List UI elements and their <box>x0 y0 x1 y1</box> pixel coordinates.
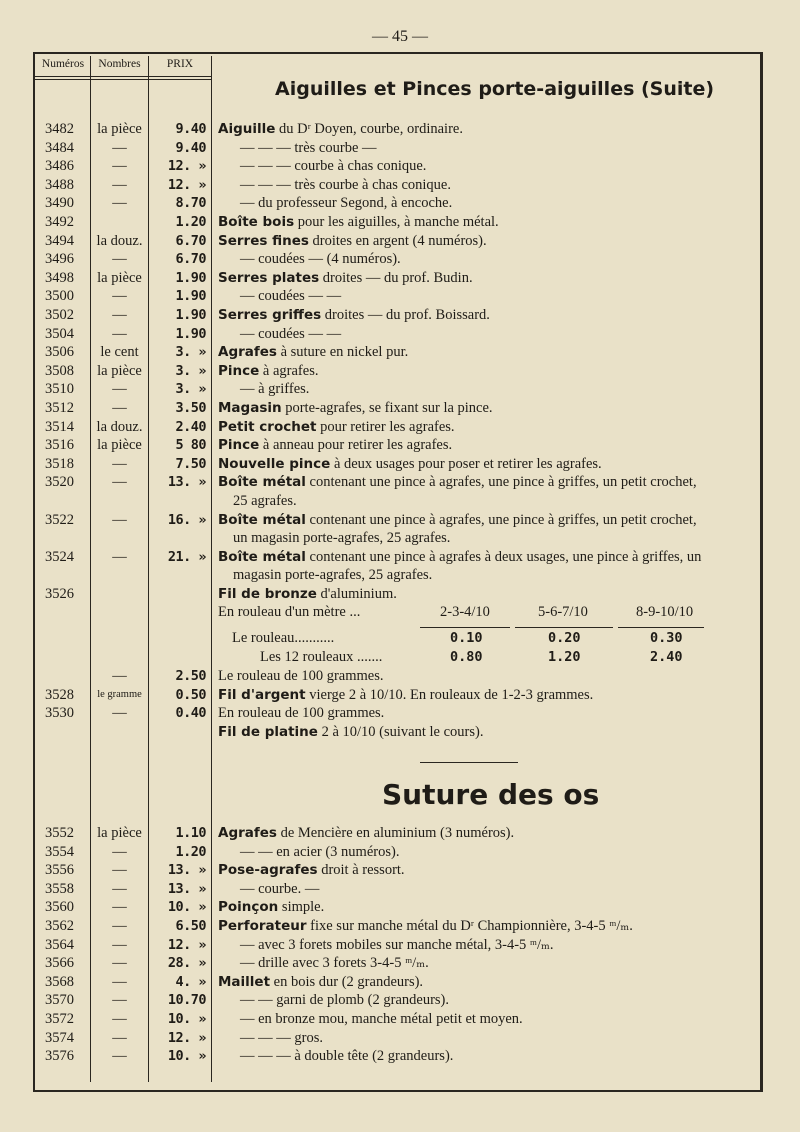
wire-price: 1.20 <box>548 649 581 665</box>
item-description: En rouleau de 100 grammes. <box>218 705 385 722</box>
item-description: — coudées — — <box>240 288 342 305</box>
item-quantity: — <box>112 139 127 156</box>
item-description: 25 agrafes. <box>233 493 297 509</box>
catalog-row <box>0 436 800 454</box>
item-description: Aiguille du Dʳ Doyen, courbe, ordinaire. <box>218 121 463 137</box>
item-price: 12. » <box>167 936 206 953</box>
item-price: 2.50 <box>175 668 206 684</box>
item-description: — — — à double tête (2 grandeurs). <box>240 1048 454 1065</box>
item-number: 3484 <box>45 139 74 156</box>
catalog-row <box>0 492 800 510</box>
header-rule <box>35 79 211 80</box>
item-price: 10. » <box>167 1048 206 1065</box>
item-description: — du professeur Segond, à encoche. <box>240 195 453 212</box>
item-quantity: — <box>112 955 127 972</box>
item-description: Le rouleau de 100 grammes. <box>218 668 384 684</box>
catalog-row <box>0 176 800 194</box>
catalog-row <box>0 399 800 417</box>
catalog-row <box>0 157 800 175</box>
catalog-row <box>0 473 800 491</box>
item-number: 3488 <box>45 176 74 193</box>
catalog-row <box>0 287 800 305</box>
wire-table-intro: En rouleau d'un mètre ... <box>218 604 361 620</box>
item-number: 3564 <box>45 936 74 953</box>
item-price: 0.40 <box>175 705 206 722</box>
item-quantity: — <box>112 176 127 193</box>
column-header-nombres: Nombres <box>98 58 141 70</box>
item-description: Agrafes à suture en nickel pur. <box>218 344 409 361</box>
item-number: 3522 <box>45 511 74 528</box>
catalog-row <box>0 120 800 138</box>
wire-price: 2.40 <box>650 649 683 665</box>
header-rule <box>35 76 211 77</box>
wire-price: 0.10 <box>450 630 483 646</box>
item-number: 3568 <box>45 973 74 990</box>
catalog-row <box>0 232 800 250</box>
wire-row-label: Les 12 rouleaux ....... <box>260 649 383 665</box>
catalog-row <box>0 954 800 972</box>
item-number: 3506 <box>45 344 74 361</box>
item-quantity: — <box>112 973 127 990</box>
catalog-row <box>0 1010 800 1028</box>
catalog-row <box>0 936 800 954</box>
section-divider <box>420 762 518 763</box>
item-description: Pince à agrafes. <box>218 362 319 379</box>
item-price: 1.90 <box>175 325 206 342</box>
item-description: Serres fines droites en argent (4 numéros). <box>218 232 487 249</box>
wire-size-3: 8-9-10/10 <box>636 604 694 620</box>
catalog-row <box>0 306 800 324</box>
item-number: 3494 <box>45 232 74 249</box>
item-description: — — garni de plomb (2 grandeurs). <box>240 992 449 1009</box>
catalog-row <box>0 548 800 566</box>
item-description: Magasin porte-agrafes, se fixant sur la pince. <box>218 400 493 416</box>
item-number: 3558 <box>45 880 74 897</box>
catalog-row <box>0 380 800 398</box>
item-number: 3518 <box>45 455 74 472</box>
item-price: 3. » <box>175 344 206 361</box>
item-number: 3530 <box>45 705 74 722</box>
item-price: 13. » <box>167 474 206 491</box>
item-price: 6.50 <box>175 918 206 934</box>
item-description: Pince à anneau pour retirer les agrafes. <box>218 437 453 454</box>
item-number: 3524 <box>45 548 74 565</box>
item-quantity: le cent <box>100 344 139 361</box>
item-description: Pose-agrafes droit à ressort. <box>218 862 405 879</box>
catalog-row <box>0 194 800 212</box>
section-title-aiguilles: Aiguilles et Pinces porte-aiguilles (Suite) <box>275 78 715 100</box>
catalog-row <box>0 139 800 157</box>
item-quantity: — <box>112 288 127 305</box>
item-price: 28. » <box>167 955 206 972</box>
item-quantity: — <box>112 325 127 342</box>
item-price: 9.40 <box>175 139 206 156</box>
item-number: 3512 <box>45 400 74 416</box>
item-quantity: — <box>112 992 127 1009</box>
item-description: Petit crochet pour retirer les agrafes. <box>218 418 455 435</box>
catalog-row <box>0 269 800 287</box>
item-quantity: — <box>112 1011 127 1027</box>
catalog-row <box>0 213 800 231</box>
item-number: 3486 <box>45 158 74 175</box>
item-price: 12. » <box>167 176 206 193</box>
item-price: 13. » <box>167 862 206 879</box>
item-description: Serres plates droites — du prof. Budin. <box>218 269 473 286</box>
item-quantity: la pièce <box>97 437 142 454</box>
catalog-row <box>0 704 800 722</box>
catalog-row <box>0 824 800 842</box>
item-price: 12. » <box>167 1029 206 1046</box>
catalog-row <box>0 667 800 685</box>
item-description: Boîte métal contenant une pince à agrafes à deux usages, une pince à griffes, un <box>218 548 702 565</box>
catalog-row <box>0 566 800 584</box>
item-quantity: — <box>112 400 127 416</box>
item-description: un magasin porte-agrafes, 25 agrafes. <box>233 530 451 547</box>
item-number: 3496 <box>45 251 74 268</box>
item-description: Agrafes de Mencière en aluminium (3 numéros). <box>218 825 515 841</box>
item-quantity: — <box>112 843 127 860</box>
item-description: — — — courbe à chas conique. <box>240 158 427 175</box>
item-quantity: — <box>112 1048 127 1065</box>
item-quantity: — <box>112 158 127 175</box>
item-quantity: — <box>112 474 127 491</box>
item-description: — — — gros. <box>240 1029 323 1046</box>
item-description: — — — très courbe — <box>240 139 377 156</box>
item-number: 3498 <box>45 269 74 286</box>
catalog-row <box>0 529 800 547</box>
catalog-row <box>0 343 800 361</box>
item-quantity: la douz. <box>96 232 143 249</box>
item-description: Boîte métal contenant une pince à agrafes, une pince à griffes, un petit crochet, <box>218 474 697 491</box>
item-description: Poinçon simple. <box>218 899 325 916</box>
wire-size-2: 5-6-7/10 <box>538 604 588 620</box>
item-description: Fil d'argent vierge 2 à 10/10. En rouleaux de 1-2-3 grammes. <box>218 686 594 703</box>
wire-size-rule <box>420 627 510 628</box>
wire-size-rule <box>515 627 613 628</box>
catalog-row <box>0 250 800 268</box>
item-description: — coudées — — <box>240 325 342 342</box>
catalog-row <box>0 723 800 741</box>
item-number: 3554 <box>45 843 74 860</box>
catalog-row <box>0 991 800 1009</box>
item-quantity: la pièce <box>97 362 142 379</box>
item-price: 1.90 <box>175 269 206 286</box>
catalog-row <box>0 1029 800 1047</box>
item-number: 3514 <box>45 418 74 435</box>
page-number: — 45 — <box>372 28 428 45</box>
item-number: 3520 <box>45 474 74 491</box>
catalog-row <box>0 362 800 380</box>
item-number: 3556 <box>45 862 74 879</box>
item-number: 3502 <box>45 307 74 323</box>
item-price: 10.70 <box>167 992 206 1009</box>
item-price: 10. » <box>167 1011 206 1027</box>
catalog-row <box>0 917 800 935</box>
item-number: 3516 <box>45 437 74 454</box>
item-description: Nouvelle pince à deux usages pour poser et retirer les agrafes. <box>218 455 602 472</box>
item-description: — courbe. — <box>240 880 320 897</box>
wire-price: 0.30 <box>650 630 683 646</box>
catalog-row <box>0 898 800 916</box>
item-description: Boîte bois pour les aiguilles, à manche métal. <box>218 214 499 230</box>
item-price: 3. » <box>175 381 206 398</box>
item-description: — avec 3 forets mobiles sur manche métal, 3-4-5 ᵐ/ₘ. <box>240 936 554 953</box>
item-quantity: — <box>112 899 127 916</box>
item-quantity: — <box>112 1029 127 1046</box>
item-price: 6.70 <box>175 251 206 268</box>
item-quantity: — <box>112 511 127 528</box>
item-price: 1.20 <box>175 214 206 230</box>
item-price: 2.40 <box>175 418 206 435</box>
item-price: 9.40 <box>175 121 206 137</box>
item-number: 3500 <box>45 288 74 305</box>
item-price: 3.50 <box>175 400 206 416</box>
item-price: 21. » <box>167 548 206 565</box>
item-quantity: la douz. <box>96 418 143 435</box>
item-description: — — — très courbe à chas conique. <box>240 176 451 193</box>
catalog-row <box>0 843 800 861</box>
item-number: 3528 <box>45 686 74 703</box>
column-header-prix: PRIX <box>166 58 194 70</box>
item-quantity: — <box>112 936 127 953</box>
item-price: 10. » <box>167 899 206 916</box>
item-number: 3482 <box>45 121 74 137</box>
item-description: Perforateur fixe sur manche métal du Dʳ Championnière, 3-4-5 ᵐ/ₘ. <box>218 918 633 934</box>
item-quantity: le gramme <box>97 688 142 700</box>
item-number: 3508 <box>45 362 74 379</box>
item-price: 5 80 <box>175 437 206 454</box>
item-price: 7.50 <box>175 455 206 472</box>
item-number: 3504 <box>45 325 74 342</box>
item-price: 3. » <box>175 362 206 379</box>
item-price: 0.50 <box>175 686 206 703</box>
item-quantity: — <box>112 307 127 323</box>
wire-size-rule <box>618 627 704 628</box>
item-number: 3492 <box>45 214 74 230</box>
item-number: 3574 <box>45 1029 74 1046</box>
catalog-row <box>0 325 800 343</box>
catalog-row <box>0 880 800 898</box>
catalog-row <box>0 511 800 529</box>
catalog-row <box>0 686 800 704</box>
item-price: 1.20 <box>175 843 206 860</box>
item-price: 12. » <box>167 158 206 175</box>
item-description: — coudées — (4 numéros). <box>240 251 401 268</box>
item-quantity: — <box>112 918 127 934</box>
column-header-numeros: Numéros <box>41 58 85 70</box>
item-quantity: — <box>112 705 127 722</box>
wire-size-1: 2-3-4/10 <box>440 604 490 620</box>
item-number: 3566 <box>45 955 74 972</box>
item-quantity: la pièce <box>97 269 142 286</box>
item-description: Fil de bronze d'aluminium. <box>218 586 397 602</box>
item-price: 16. » <box>167 511 206 528</box>
item-quantity: — <box>112 880 127 897</box>
item-number: 3570 <box>45 992 74 1009</box>
item-number: 3572 <box>45 1011 74 1027</box>
item-description: — — en acier (3 numéros). <box>240 843 400 860</box>
item-quantity: — <box>112 862 127 879</box>
item-description: — drille avec 3 forets 3-4-5 ᵐ/ₘ. <box>240 955 429 972</box>
item-number: 3552 <box>45 825 74 841</box>
item-quantity: — <box>112 455 127 472</box>
wire-price: 0.20 <box>548 630 581 646</box>
item-price: 13. » <box>167 880 206 897</box>
item-description: Fil de platine 2 à 10/10 (suivant le cours). <box>218 723 484 740</box>
catalog-row <box>0 585 800 603</box>
item-price: 1.90 <box>175 288 206 305</box>
item-quantity: — <box>112 195 127 212</box>
item-price: 1.90 <box>175 307 206 323</box>
item-price: 4. » <box>175 973 206 990</box>
item-number: 3562 <box>45 918 74 934</box>
catalog-row <box>0 1047 800 1065</box>
item-quantity: la pièce <box>97 121 142 137</box>
section-title-suture: Suture des os <box>382 778 600 811</box>
item-price: 1.10 <box>175 825 206 841</box>
item-description: Boîte métal contenant une pince à agrafes, une pince à griffes, un petit crochet, <box>218 511 697 528</box>
catalog-row <box>0 455 800 473</box>
item-quantity: — <box>112 668 127 684</box>
item-quantity: — <box>112 251 127 268</box>
catalog-row <box>0 861 800 879</box>
item-description: magasin porte-agrafes, 25 agrafes. <box>233 567 433 584</box>
item-number: 3490 <box>45 195 74 212</box>
item-description: — à griffes. <box>240 381 310 398</box>
item-quantity: — <box>112 548 127 565</box>
item-description: — en bronze mou, manche métal petit et moyen. <box>240 1011 523 1027</box>
item-number: 3576 <box>45 1048 74 1065</box>
item-description: Serres griffes droites — du prof. Boissard. <box>218 307 490 323</box>
item-quantity: — <box>112 381 127 398</box>
catalog-row <box>0 973 800 991</box>
item-price: 8.70 <box>175 195 206 212</box>
item-number: 3560 <box>45 899 74 916</box>
item-price: 6.70 <box>175 232 206 249</box>
item-number: 3510 <box>45 381 74 398</box>
wire-row-label: Le rouleau........... <box>232 630 335 646</box>
item-quantity: la pièce <box>97 825 142 841</box>
catalog-row <box>0 418 800 436</box>
item-number: 3526 <box>45 586 74 602</box>
wire-price: 0.80 <box>450 649 483 665</box>
item-description: Maillet en bois dur (2 grandeurs). <box>218 973 424 990</box>
